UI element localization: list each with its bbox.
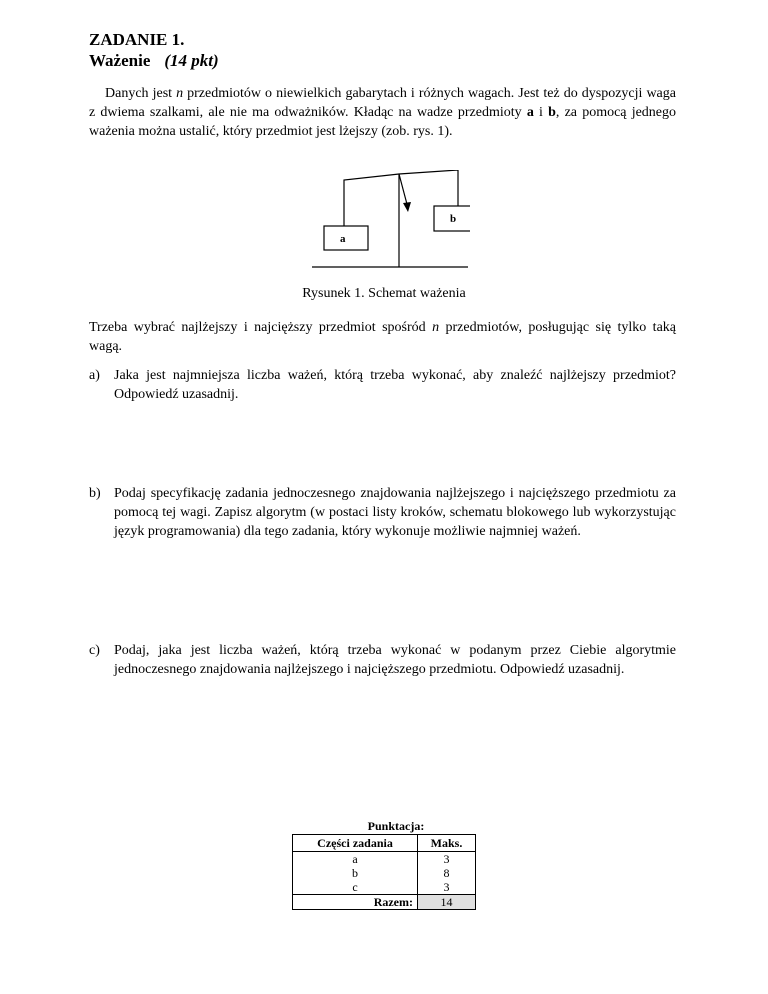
intro-text-3: i [533, 105, 549, 120]
intro-paragraph [89, 84, 676, 141]
label-a: a [340, 233, 346, 245]
question-c [89, 641, 676, 679]
scoring-block [292, 818, 476, 910]
intro-text-1: Danych jest [105, 86, 177, 101]
task-title: ZADANIE 1. [89, 30, 185, 49]
col-max-header: Maks. [418, 835, 476, 852]
task-text-1: Trzeba wybrać najlżejszy i najcięższy przedmiot spośród [89, 320, 433, 335]
intro-b: b [548, 105, 556, 120]
task-subtitle [89, 51, 219, 71]
scoring-title: Punktacja: [367, 819, 425, 833]
intro-a: a [526, 105, 534, 120]
row-max: 3 [418, 852, 476, 867]
task-name: Ważenie [89, 51, 151, 70]
weighing-diagram [310, 170, 470, 272]
task-n: n [432, 320, 440, 335]
question-b-text: Podaj specyfikację zadania jednoczesnego znajdowania najlżejszego i najcięższego przedmiotu za pomocą tej wagi. Zapisz algorytm (w postaci listy kroków, schematu blokowego lub wykorzystując język programowania) dla tego zadania, który wykonuje możliwie najmniej ważeń. [114, 486, 676, 539]
question-a [89, 366, 676, 404]
label-b: b [450, 213, 457, 225]
row-part: b [293, 866, 418, 880]
task-text-2: przedmiotów, posługując się tylko taką wagą. [89, 320, 677, 354]
table-row [293, 852, 476, 867]
question-b [89, 484, 676, 541]
question-a-text: Jaka jest najmniejsza liczba ważeń, którą trzeba wykonać, aby znaleźć najlżejszy przedmiot? Odpowiedź uzasadnij. [114, 368, 676, 402]
row-max: 3 [418, 880, 476, 895]
row-part: a [293, 852, 418, 867]
question-b-letter: b) [89, 486, 101, 501]
intro-text-4: , za pomocą jednego ważenia można ustalić, który przedmiot jest lżejszy (zob. rys. 1). [89, 105, 677, 139]
row-max: 8 [418, 866, 476, 880]
question-a-letter: a) [89, 368, 100, 383]
task-paragraph [89, 318, 676, 356]
question-c-text: Podaj, jaka jest liczba ważeń, którą trzeba wykonać w podanym przez Ciebie algorytmie jednoczesnego znajdowania najlżejszego i najcięższego przedmiotu. Odpowiedź uzasadnij. [114, 643, 676, 677]
scoring-table [292, 834, 476, 910]
total-label: Razem: [293, 895, 418, 910]
row-part: c [293, 880, 418, 895]
task-points: (14 pkt) [164, 51, 219, 70]
intro-n: n [176, 86, 184, 101]
arrow-head [403, 202, 411, 212]
total-value: 14 [418, 895, 476, 910]
intro-text-2: przedmiotów o niewielkich gabarytach i różnych wagach. Jest też do dyspozycji waga z dwiema szalkami, ale nie ma odważników. Kładąc na wadze przedmioty [89, 86, 676, 120]
question-c-letter: c) [89, 643, 100, 658]
pan-a-box [324, 226, 368, 250]
total-row [293, 895, 476, 910]
table-row [293, 866, 476, 880]
scoring-header-row [293, 835, 476, 852]
col-part-header: Części zadania [293, 835, 418, 852]
figure-caption: Rysunek 1. Schemat ważenia [302, 286, 466, 301]
table-row [293, 880, 476, 895]
